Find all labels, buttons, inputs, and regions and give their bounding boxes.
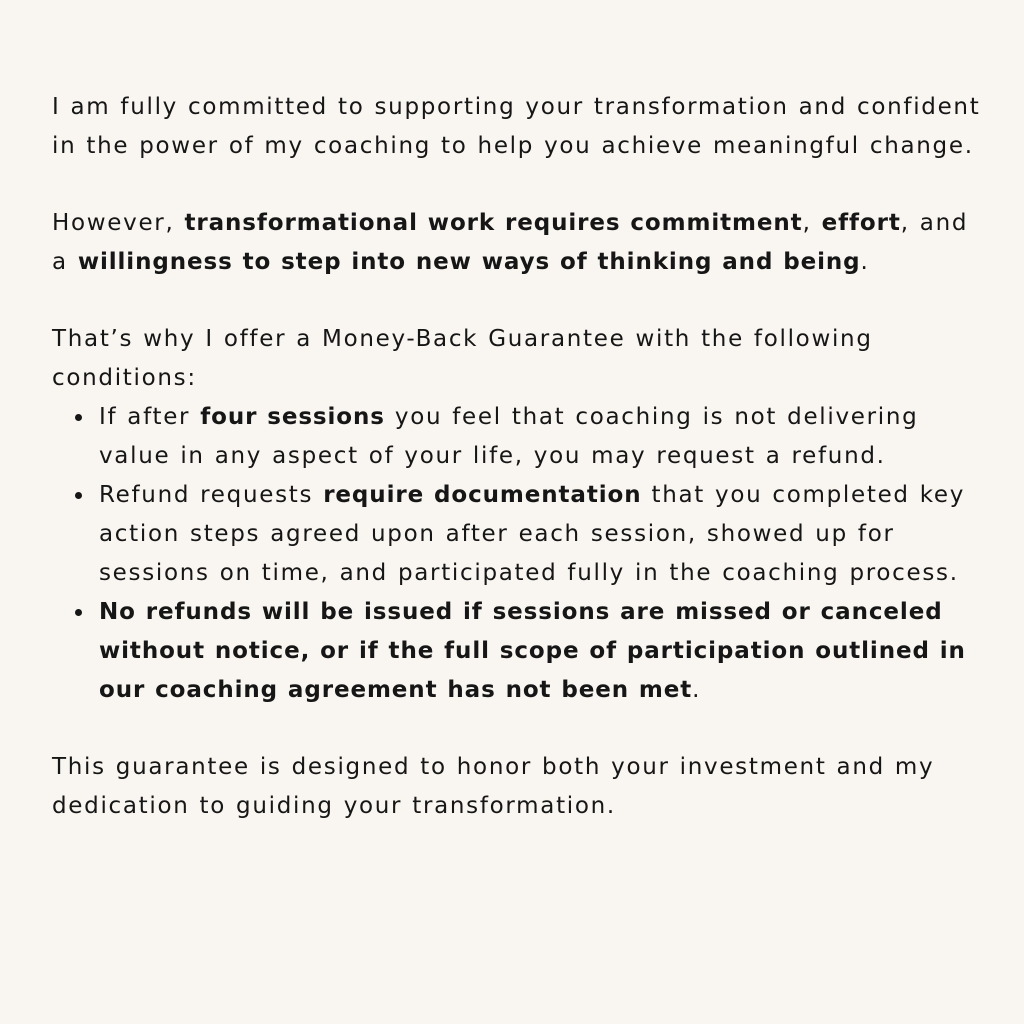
conditions-intro: That’s why I offer a Money-Back Guarantee with the following conditions: [52, 326, 873, 391]
condition-no-refunds [99, 593, 992, 710]
commitment-paragraph [52, 204, 992, 282]
conditions-list [52, 398, 992, 710]
commitment-sep-2: , and a [52, 210, 969, 275]
guarantee-document [52, 88, 992, 826]
closing-paragraph: This guarantee is designed to honor both your investment and my dedication to guiding your transformation. [52, 754, 935, 819]
commitment-end: . [860, 249, 870, 275]
condition-text-bold: require documentation [323, 482, 642, 508]
paragraph-spacer [52, 710, 992, 748]
condition-text-bold: No refunds will be issued if sessions are missed or canceled without notice, or if the full scope of participation outlined in our coaching agreement has not been met [99, 599, 966, 703]
commitment-bold-work: transformational work requires commitment [184, 210, 803, 236]
condition-four-sessions [99, 398, 992, 476]
condition-text-before: Refund requests [99, 482, 324, 508]
condition-text-after: you feel that coaching is not delivering value in any aspect of your life, you may request a refund. [99, 404, 919, 469]
condition-documentation [99, 476, 992, 593]
commitment-bold-effort: effort [821, 210, 901, 236]
intro-paragraph: I am fully committed to supporting your transformation and confident in the power of my coaching to help you achieve meaningful change. [52, 94, 981, 159]
commitment-bold-willingness: willingness to step into new ways of thinking and being [77, 249, 861, 275]
commitment-lead: However, [52, 210, 185, 236]
paragraph-spacer [52, 282, 992, 320]
commitment-sep-1: , [802, 210, 822, 236]
condition-text-after: that you completed key action steps agreed upon after each session, showed up for sessions on time, and participated fully in the coaching process. [99, 482, 966, 586]
condition-text-before: If after [99, 404, 201, 430]
condition-text-bold: four sessions [200, 404, 385, 430]
condition-text-after: . [692, 677, 702, 703]
paragraph-spacer [52, 166, 992, 204]
